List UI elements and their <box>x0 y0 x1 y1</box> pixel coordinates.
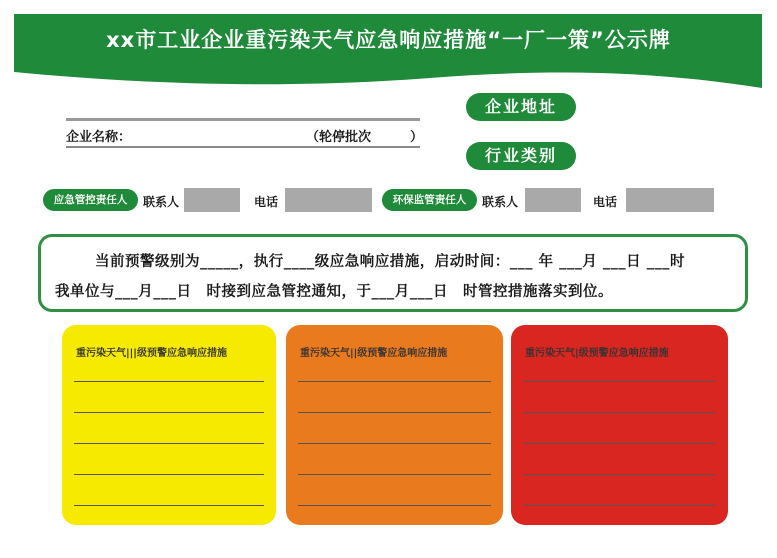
company-name-label: 企业名称： <box>66 130 132 145</box>
write-line <box>74 505 264 506</box>
card-title: 重污染天气|||级预警应急响应措施 <box>76 348 227 359</box>
board-title: xx市工业企业重污染天气应急响应措施“一厂一策”公示牌 <box>106 28 671 52</box>
write-line <box>74 443 264 444</box>
phone-label: 电话 <box>593 195 618 209</box>
emergency-phone-field <box>285 188 372 212</box>
card-title: 重污染天气||级预警应急响应措施 <box>300 348 448 359</box>
environment-phone-field <box>626 188 714 212</box>
environment-contact-field <box>525 188 581 212</box>
emergency-officer-badge: 应急管控责任人 <box>43 189 138 211</box>
write-line <box>74 381 264 382</box>
notice-line-1: 当前预警级别为_____，执行____级应急响应措施，启动时间：___ 年 ___月 ___日 ___时 <box>95 254 685 270</box>
write-line <box>298 381 491 382</box>
contact-label: 联系人 <box>143 195 180 209</box>
write-line <box>523 381 716 382</box>
write-line <box>523 443 716 444</box>
rotation-batch-label: （轮停批次 ） <box>306 130 424 145</box>
write-line <box>298 505 491 506</box>
write-line <box>74 474 264 475</box>
company-name-underline <box>66 146 420 148</box>
level-2-measures-card <box>286 325 503 525</box>
phone-label: 电话 <box>254 195 279 209</box>
write-line <box>523 412 716 413</box>
notice-line-2: 我单位与___月___日 时接到应急管控通知，于___月___日 时管控措施落实到位。 <box>55 284 613 300</box>
company-address-badge: 企业地址 <box>466 93 576 121</box>
contact-label: 联系人 <box>482 195 519 209</box>
divider <box>66 118 420 121</box>
header-band <box>0 0 777 100</box>
write-line <box>298 412 491 413</box>
company-name-row <box>66 118 424 148</box>
write-line <box>298 443 491 444</box>
write-line <box>523 505 716 506</box>
write-line <box>74 412 264 413</box>
level-1-measures-card <box>511 325 728 525</box>
warning-notice-box <box>38 234 748 312</box>
emergency-contact-field <box>184 188 240 212</box>
card-title: 重污染天气|级预警应急响应措施 <box>525 348 669 359</box>
write-line <box>523 474 716 475</box>
industry-category-badge: 行业类别 <box>466 142 576 170</box>
environment-officer-badge: 环保监管责任人 <box>382 189 477 211</box>
level-3-measures-card <box>62 325 276 525</box>
write-line <box>298 474 491 475</box>
